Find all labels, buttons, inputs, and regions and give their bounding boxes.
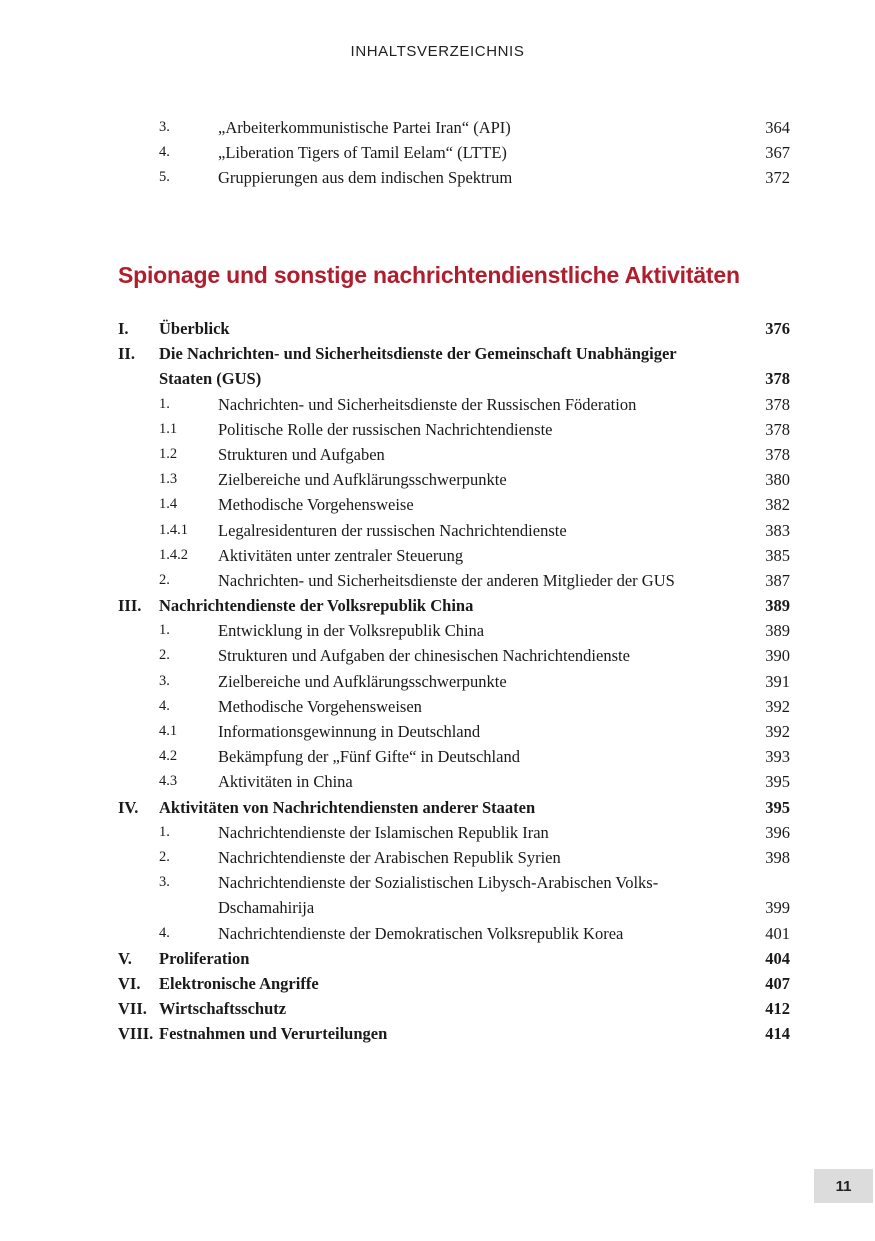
entry-page: 367: [765, 143, 790, 163]
toc-entry[interactable]: [0, 845, 875, 870]
running-head: INHALTSVERZEICHNIS: [350, 43, 525, 60]
continued-entries: [0, 115, 875, 191]
toc-entry[interactable]: [0, 719, 875, 744]
page-number: 11: [835, 1177, 852, 1195]
entry-page: 395: [765, 797, 790, 817]
entry-title: Legalresidenturen der russischen Nachrichtendienste: [218, 520, 567, 540]
entry-title: Informationsgewinnung in Deutschland: [218, 722, 481, 742]
entry-title: Nachrichtendienste der Sozialistischen Libysch-Arabischen Volks-Dschamahirija: [218, 873, 659, 918]
entry-number: VI.: [118, 973, 141, 993]
entry-page: 404: [765, 948, 790, 968]
toc-entry[interactable]: [0, 316, 875, 341]
entry-title: Zielbereiche und Aufklärungsschwerpunkte: [218, 671, 507, 691]
entry-page: 414: [765, 1024, 790, 1044]
entry-page: 378: [765, 444, 790, 464]
entry-title: Wirtschaftsschutz: [159, 999, 287, 1019]
entry-page: 383: [765, 520, 790, 540]
toc-entry[interactable]: [0, 1021, 875, 1046]
entry-page: 390: [765, 646, 790, 666]
toc-entry[interactable]: [0, 467, 875, 492]
entry-number: 1.4: [159, 496, 178, 513]
toc-entry[interactable]: [0, 643, 875, 668]
entry-number: 1.: [159, 395, 170, 412]
entry-title: Aktivitäten von Nachrichtendiensten anderer Staaten: [159, 797, 536, 817]
entry-number: 3.: [159, 672, 170, 689]
entry-number: 1.3: [159, 471, 178, 488]
entry-page: 364: [765, 118, 790, 137]
entry-title: Gruppierungen aus dem indischen Spektrum: [218, 168, 513, 188]
toc-entry[interactable]: [0, 795, 875, 820]
entry-title: Nachrichtendienste der Arabischen Republik Syrien: [218, 847, 561, 867]
entry-title: „Arbeiterkommunistische Partei Iran“ (API): [218, 118, 511, 137]
entry-title: Politische Rolle der russischen Nachrichtendienste: [218, 419, 553, 439]
entry-number: V.: [118, 948, 132, 968]
entry-title: Strukturen und Aufgaben der chinesischen Nachrichtendienste: [218, 646, 630, 666]
entry-page: 392: [765, 696, 790, 716]
entry-number: VIII.: [118, 1024, 154, 1044]
entry-page: 412: [765, 999, 790, 1019]
entry-title: Strukturen und Aufgaben: [218, 444, 385, 464]
entry-page: 391: [765, 671, 790, 691]
entry-page: 398: [765, 847, 790, 867]
section-heading: Spionage und sonstige nachrichtendienstliche Aktivitäten: [118, 262, 740, 288]
toc-entry[interactable]: [0, 543, 875, 568]
toc-entry[interactable]: [0, 820, 875, 845]
toc-entry[interactable]: [0, 694, 875, 719]
entry-number: 1.4.2: [159, 546, 188, 563]
entry-number: 4.1: [159, 723, 178, 740]
entry-page: 392: [765, 722, 790, 742]
entry-title: Zielbereiche und Aufklärungsschwerpunkte: [218, 470, 507, 490]
entry-number: 1.4.1: [159, 521, 188, 538]
toc-entry[interactable]: [0, 769, 875, 794]
entry-number: 3.: [159, 874, 170, 891]
toc-list: [0, 316, 875, 1046]
entry-number: 2.: [159, 647, 170, 664]
entry-title: Überblick: [159, 319, 230, 338]
toc-entry[interactable]: [0, 946, 875, 971]
entry-number: 1.1: [159, 420, 178, 437]
toc-entry[interactable]: [0, 669, 875, 694]
entry-number: 5.: [159, 169, 170, 186]
entry-page: 399: [765, 898, 790, 918]
entry-page: 407: [765, 973, 790, 993]
toc-entry[interactable]: [0, 744, 875, 769]
entry-page: 393: [765, 747, 790, 767]
entry-page: 376: [765, 319, 790, 338]
entry-title: Nachrichtendienste der Demokratischen Volksrepublik Korea: [218, 923, 624, 943]
entry-number: 4.: [159, 144, 170, 161]
toc-entry[interactable]: [0, 417, 875, 442]
entry-title: Nachrichtendienste der Volksrepublik China: [159, 596, 474, 616]
entry-title: Nachrichten- und Sicherheitsdienste der Russischen Föderation: [218, 394, 637, 414]
entry-title: Entwicklung in der Volksrepublik China: [218, 621, 485, 641]
entry-page: 387: [765, 570, 790, 590]
entry-page: 389: [765, 621, 790, 641]
entry-title: Nachrichten- und Sicherheitsdienste der anderen Mitglieder der GUS: [218, 570, 675, 590]
list-item[interactable]: [0, 140, 875, 165]
entry-page: 401: [765, 923, 790, 943]
entry-page: 380: [765, 470, 790, 490]
toc-entry[interactable]: [0, 921, 875, 946]
entry-title: Nachrichtendienste der Islamischen Republik Iran: [218, 822, 549, 842]
entry-title: Methodische Vorgehensweise: [218, 495, 414, 515]
entry-number: 4.2: [159, 748, 178, 765]
entry-number: VII.: [118, 999, 147, 1019]
entry-title: Aktivitäten in China: [218, 772, 353, 792]
toc-entry[interactable]: [0, 492, 875, 517]
entry-title: Methodische Vorgehensweisen: [218, 696, 422, 716]
entry-page: 382: [765, 495, 790, 515]
entry-page: 396: [765, 822, 790, 842]
list-item[interactable]: [0, 115, 875, 140]
toc-entry[interactable]: [0, 568, 875, 593]
toc-entry[interactable]: [0, 392, 875, 417]
toc-entry[interactable]: [0, 593, 875, 618]
entry-page: 395: [765, 772, 790, 792]
toc-entry[interactable]: [0, 518, 875, 543]
entry-number: I.: [118, 319, 129, 338]
entry-page: 372: [765, 168, 790, 188]
entry-title: Proliferation: [159, 948, 250, 968]
toc-entry[interactable]: [0, 442, 875, 467]
entry-title: „Liberation Tigers of Tamil Eelam“ (LTTE): [218, 143, 507, 163]
list-item[interactable]: [0, 165, 875, 190]
toc-entry[interactable]: [0, 870, 875, 920]
entry-number: 4.3: [159, 773, 178, 790]
entry-number: 2.: [159, 571, 170, 588]
entry-number: IV.: [118, 797, 139, 817]
entry-number: 2.: [159, 848, 170, 865]
entry-number: 4.: [159, 697, 170, 714]
toc-entry[interactable]: [0, 618, 875, 643]
entry-number: II.: [118, 344, 135, 364]
entry-title: Festnahmen und Verurteilungen: [159, 1024, 388, 1044]
entry-page: 385: [765, 545, 790, 565]
toc-entry[interactable]: [0, 996, 875, 1021]
entry-number: III.: [118, 596, 142, 616]
entry-number: 1.: [159, 823, 170, 840]
entry-number: 1.2: [159, 445, 178, 462]
toc-entry[interactable]: [0, 971, 875, 996]
page-number-box: [814, 1169, 873, 1203]
entry-page: 378: [765, 419, 790, 439]
entry-number: 4.: [159, 924, 170, 941]
entry-number: 1.: [159, 622, 170, 639]
entry-title: Aktivitäten unter zentraler Steuerung: [218, 545, 464, 565]
toc-entry[interactable]: [0, 341, 875, 391]
entry-page: 378: [765, 394, 790, 414]
entry-title: Die Nachrichten- und Sicherheitsdienste der Gemeinschaft Unabhängiger Staaten (GUS): [159, 344, 677, 389]
entry-title: Bekämpfung der „Fünf Gifte“ in Deutschland: [218, 747, 520, 767]
entry-title: Elektronische Angriffe: [159, 973, 319, 993]
entry-number: 3.: [159, 119, 170, 135]
entry-page: 378: [765, 369, 790, 389]
entry-page: 389: [765, 596, 790, 616]
